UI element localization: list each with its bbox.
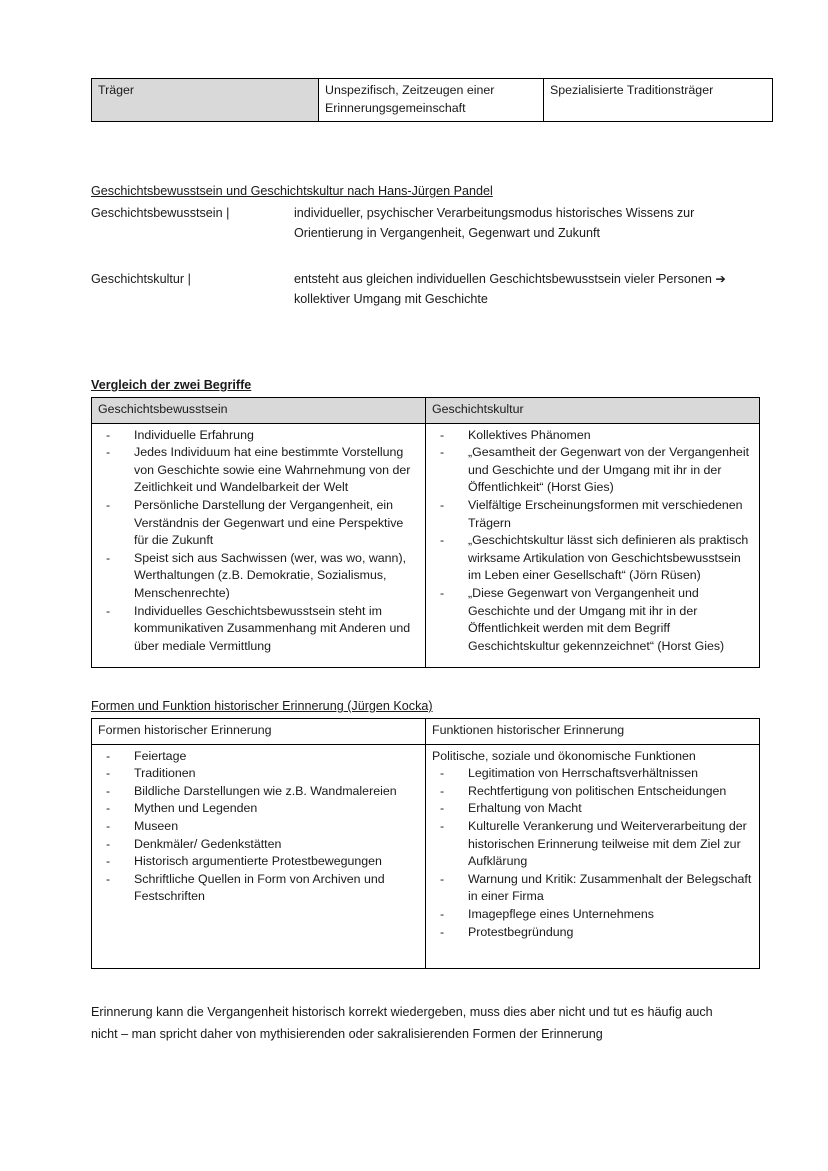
list-item: - Warnung und Kritik: Zusammenhalt der Belegschaft in einer Firma (432, 871, 753, 906)
list-item: - Protestbegründung (432, 924, 753, 942)
definition-row (91, 203, 733, 244)
kocka-left-list (98, 748, 419, 906)
vergleich-cell-left (92, 423, 426, 667)
pandel-definition-list (91, 203, 733, 310)
traeger-row-label: Träger (92, 79, 319, 122)
vergleich-table (91, 397, 760, 668)
list-item: - Schriftliche Quellen in Form von Archiven und Festschriften (98, 871, 419, 906)
list-item: - Museen (98, 818, 419, 836)
list-item: - Legitimation von Herrschaftsverhältnissen (432, 765, 753, 783)
list-item: - Vielfältige Erscheinungsformen mit verschiedenen Trägern (432, 497, 753, 532)
list-item: - Traditionen (98, 765, 419, 783)
definition-term: Geschichtsbewusstsein | (91, 206, 230, 220)
vergleich-header-right: Geschichtskultur (426, 398, 760, 424)
vergleich-cell-right (426, 423, 760, 667)
kocka-table (91, 718, 760, 969)
vergleich-section-heading: Vergleich der zwei Begriffe (91, 378, 252, 392)
traeger-table (91, 78, 773, 122)
definition-spacer (91, 244, 733, 269)
list-item: - „Geschichtskultur lässt sich definieren als praktisch wirksame Artikulation von Geschichtsbewusstsein im Leben einer Gesellschaft“ (Jörn Rüsen) (432, 532, 753, 585)
kocka-cell-left (92, 744, 426, 968)
list-item: - Jedes Individuum hat eine bestimmte Vorstellung von Geschichte sowie eine Wahrnehmung von der Zeitlichkeit und Wandelbarkeit der Welt (98, 444, 419, 497)
list-item: - Imagepflege eines Unternehmens (432, 906, 753, 924)
definition-body: individueller, psychischer Verarbeitungsmodus historisches Wissens zur Orientierung in Vergangenheit, Gegenwart und Zukunft (294, 206, 695, 241)
table-row (92, 79, 773, 122)
table-row (92, 744, 760, 968)
list-item: - Individuelle Erfahrung (98, 427, 419, 445)
list-item: - Bildliche Darstellungen wie z.B. Wandmalereien (98, 783, 419, 801)
vergleich-right-list (432, 427, 753, 656)
table-row (92, 423, 760, 667)
pandel-section-heading: Geschichtsbewusstsein und Geschichtskultur nach Hans-Jürgen Pandel (91, 184, 493, 198)
definition-term: Geschichtskultur | (91, 271, 191, 286)
list-item: - Mythen und Legenden (98, 800, 419, 818)
list-item: - Individuelles Geschichtsbewusstsein steht im kommunikativen Zusammenhang mit Anderen und über mediale Vermittlung (98, 603, 419, 656)
list-item: - Denkmäler/ Gedenkstätten (98, 836, 419, 854)
closing-paragraph: Erinnerung kann die Vergangenheit historisch korrekt wiedergeben, muss dies aber nicht und tut es häufig auch nicht – man spricht daher von mythisierenden oder sakralisierenden Formen der Erinnerung (91, 1005, 713, 1042)
vergleich-header-left: Geschichtsbewusstsein (92, 398, 426, 424)
traeger-cell-1: Unspezifisch, Zeitzeugen einer Erinnerungsgemeinschaft (319, 79, 544, 122)
kocka-section-heading: Formen und Funktion historischer Erinnerung (Jürgen Kocka) (91, 699, 433, 713)
list-item: - Speist sich aus Sachwissen (wer, was wo, wann), Werthaltungen (z.B. Demokratie, Sozialismus, Menschenrechte) (98, 550, 419, 603)
vergleich-left-list (98, 427, 419, 656)
table-header-row (92, 398, 760, 424)
list-item: - „Diese Gegenwart von Vergangenheit und Geschichte und der Umgang mit ihr in der Öffentlichkeit werden mit dem Begriff Geschichtskultur gekennzeichnet“ (Horst Gies) (432, 585, 753, 655)
definition-row (91, 269, 733, 310)
kocka-header-left: Formen historischer Erinnerung (92, 719, 426, 745)
definition-body: entsteht aus gleichen individuellen Geschichtsbewusstsein vieler Personen ➔ kollektiver Umgang mit Geschichte (294, 271, 726, 307)
kocka-right-list (432, 765, 753, 941)
kocka-right-lead: Politische, soziale und ökonomische Funktionen (432, 748, 696, 763)
kocka-header-right: Funktionen historischer Erinnerung (426, 719, 760, 745)
list-item: - Feiertage (98, 748, 419, 766)
kocka-cell-right (426, 744, 760, 968)
list-item: - Persönliche Darstellung der Vergangenheit, ein Verständnis der Gegenwart und eine Perspektive für die Zukunft (98, 497, 419, 550)
list-item: - Erhaltung von Macht (432, 800, 753, 818)
list-item: - Historisch argumentierte Protestbewegungen (98, 853, 419, 871)
list-item: - Rechtfertigung von politischen Entscheidungen (432, 783, 753, 801)
list-item: - „Gesamtheit der Gegenwart von der Vergangenheit und Geschichte und der Umgang mit ihr in der Öffentlichkeit“ (Horst Gies) (432, 444, 753, 497)
list-item: - Kollektives Phänomen (432, 427, 753, 445)
traeger-cell-2: Spezialisierte Traditionsträger (544, 79, 773, 122)
table-header-row (92, 719, 760, 745)
list-item: - Kulturelle Verankerung und Weiterverarbeitung der historischen Erinnerung teilweise mit dem Ziel zur Aufklärung (432, 818, 753, 871)
